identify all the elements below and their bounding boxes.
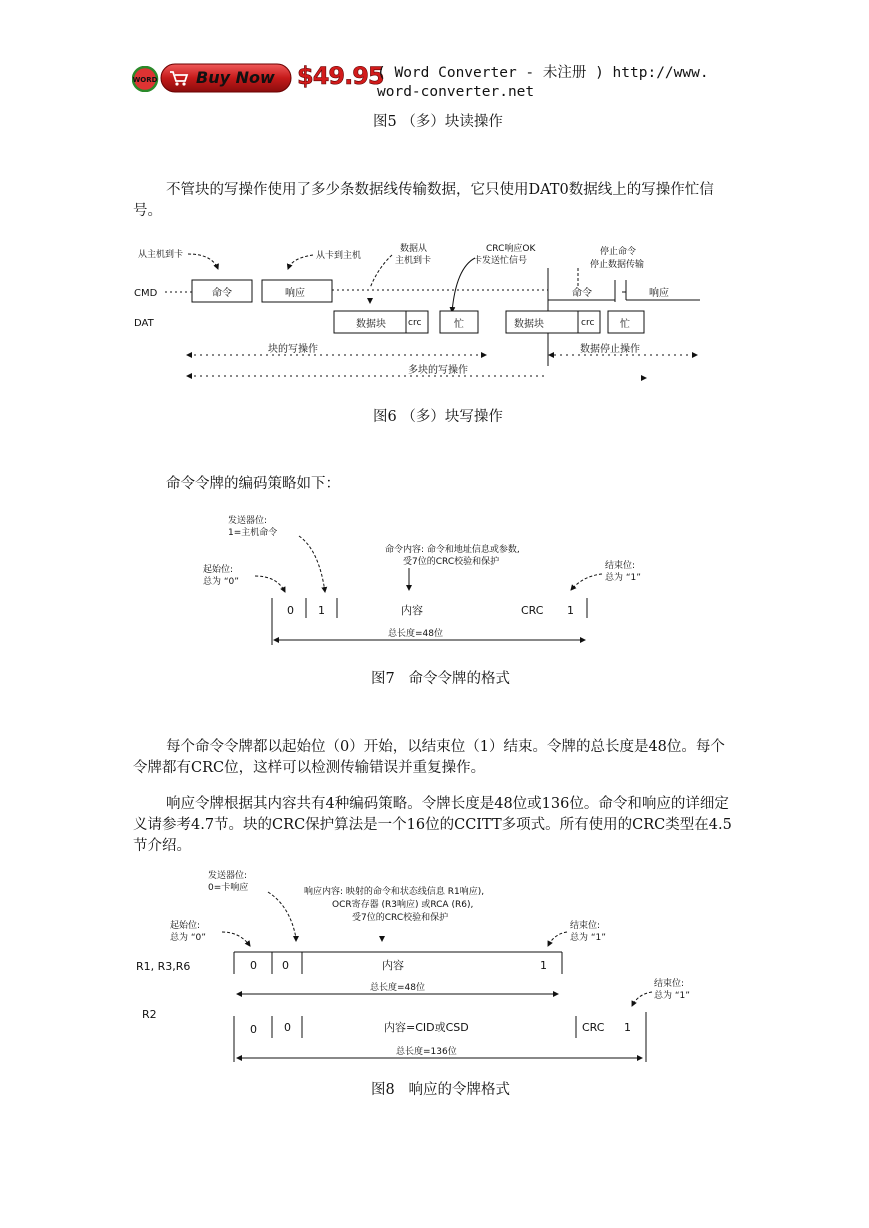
- fig7-field-0: 0: [287, 604, 294, 617]
- fig6-data-from-host-2: 主机到卡: [395, 256, 432, 266]
- fig7-content-desc-1: 命令内容: 命令和地址信息或参数,: [385, 545, 520, 555]
- fig6-cmd-box-2-label: 命令: [572, 288, 592, 299]
- fig8-r1-content: 内容: [382, 959, 404, 972]
- fig8-end-bit-1: 结束位:: [570, 921, 601, 931]
- fig8-r2-zero-b: 0: [284, 1021, 291, 1034]
- fig7-tx-bit-2: 1=主机命令: [228, 528, 278, 538]
- fig6-busy-2: 忙: [620, 319, 630, 330]
- fig6-data-block-1-label: 数据块: [356, 319, 386, 330]
- fig6-resp-box-label: 响应: [285, 288, 305, 299]
- fig8-r2-end-bit-2: 总为 “1”: [654, 991, 690, 1001]
- fig7-tx-bit-1: 发送器位:: [228, 516, 268, 526]
- fig6-busy-1: 忙: [454, 319, 464, 330]
- fig6-single-write: 块的写操作: [268, 344, 318, 355]
- paragraph-write-busy: 不管块的写操作使用了多少条数据线传输数据，它只使用DAT0数据线上的写操作忙信号。: [133, 182, 714, 219]
- fig8-tx-bit-2: 0=卡响应: [208, 883, 249, 893]
- fig7-content-desc-2: 受7位的CRC校验和保护: [403, 557, 500, 567]
- fig8-start-bit-1: 起始位:: [170, 921, 201, 931]
- paragraph-token-start-end: 每个命令令牌都以起始位（0）开始，以结束位（1）结束。令牌的总长度是48位。每个令牌都有CRC位，这样可以检测传输错误并重复操作。: [133, 739, 725, 776]
- fig6-crc-2: crc: [581, 318, 595, 328]
- fig6-crc-resp-2: 卡发送忙信号: [473, 256, 528, 266]
- price-badge: $49.95: [297, 62, 384, 90]
- fig6-crc-resp-1: CRC响应OK: [486, 244, 536, 254]
- fig7-diagram: [195, 510, 675, 645]
- fig8-r1-zero-a: 0: [250, 959, 257, 972]
- fig6-dat-label: DAT: [134, 318, 154, 329]
- fig8-r2-label: R2: [142, 1008, 157, 1021]
- fig6-cmd-box-label: 命令: [212, 288, 232, 299]
- fig8-r2-content: 内容=CID或CSD: [384, 1021, 469, 1034]
- fig7-field-1: 1: [318, 604, 325, 617]
- fig7-caption: 图7 命令令牌的格式: [371, 671, 511, 687]
- fig8-r2-end-bit-1: 结束位:: [654, 979, 685, 989]
- buy-now-label: Buy Now: [196, 68, 275, 87]
- fig7-end-bit-2: 总为 “1”: [605, 573, 641, 583]
- buy-now-button[interactable]: [160, 63, 292, 93]
- watermark-notice-line2: word-converter.net: [377, 84, 535, 100]
- fig8-r1-label: R1, R3,R6: [136, 960, 191, 973]
- fig6-stop-cmd-2: 停止数据传输: [590, 260, 645, 270]
- fig6-card-to-host: 从卡到主机: [316, 251, 362, 261]
- paragraph-response-token: 响应令牌根据其内容共有4种编码策略。令牌长度是48位或136位。命令和响应的详细定义请参考4.7节。块的CRC保护算法是一个16位的CCITT多项式。所有使用的CRC类型在4.5节介绍。: [133, 796, 732, 854]
- fig7-start-bit-1: 起始位:: [203, 565, 234, 575]
- fig8-r2-zero-a: 0: [250, 1023, 257, 1036]
- fig6-multi-write: 多块的写操作: [408, 365, 468, 376]
- fig8-caption: 图8 响应的令牌格式: [371, 1082, 511, 1098]
- fig7-field-end: 1: [567, 604, 574, 617]
- fig6-stop-cmd-1: 停止命令: [600, 247, 637, 257]
- fig6-resp-box-2-label: 响应: [649, 288, 669, 299]
- fig6-host-to-card: 从主机到卡: [138, 250, 184, 260]
- fig7-end-bit-1: 结束位:: [605, 561, 636, 571]
- word-logo-text: WORD: [132, 76, 158, 84]
- fig5-caption: 图5 （多）块读操作: [373, 114, 503, 130]
- fig8-total136: 总长度=136位: [396, 1047, 457, 1057]
- fig7-field-crc: CRC: [521, 604, 544, 617]
- fig6-cmd-label: CMD: [134, 288, 158, 299]
- fig8-r2-crc: CRC: [582, 1021, 605, 1034]
- fig8-start-bit-2: 总为 “0”: [170, 933, 206, 943]
- paragraph-cmd-token: 命令令牌的编码策略如下：: [166, 476, 340, 492]
- fig8-desc-3: 受7位的CRC校验和保护: [352, 913, 449, 923]
- fig6-data-from-host-1: 数据从: [400, 244, 428, 254]
- fig7-total: 总长度=48位: [388, 629, 443, 639]
- watermark-notice-line1: ( Word Converter - 未注册 ) http://www.: [377, 65, 709, 81]
- fig6-data-stop: 数据停止操作: [580, 344, 640, 355]
- fig6-diagram: [130, 238, 710, 388]
- word-logo-icon[interactable]: [132, 66, 160, 92]
- fig8-r1-one: 1: [540, 959, 547, 972]
- fig8-total48: 总长度=48位: [370, 983, 425, 993]
- fig6-crc-1: crc: [408, 318, 422, 328]
- fig8-r1-zero-b: 0: [282, 959, 289, 972]
- fig8-end-bit-2: 总为 “1”: [570, 933, 606, 943]
- fig6-caption: 图6 （多）块写操作: [373, 409, 503, 425]
- fig8-r2-one: 1: [624, 1021, 631, 1034]
- fig8-desc-1: 响应内容: 映射的命令和状态线信息 R1响应),: [304, 887, 485, 897]
- fig8-diagram: [130, 866, 710, 1066]
- fig8-tx-bit-1: 发送器位:: [208, 871, 248, 881]
- fig8-desc-2: OCR寄存器 (R3响应) 或RCA (R6),: [332, 900, 474, 910]
- fig7-field-content: 内容: [401, 604, 423, 617]
- fig7-start-bit-2: 总为 “0”: [203, 577, 239, 587]
- fig6-data-block-2-label: 数据块: [514, 319, 544, 330]
